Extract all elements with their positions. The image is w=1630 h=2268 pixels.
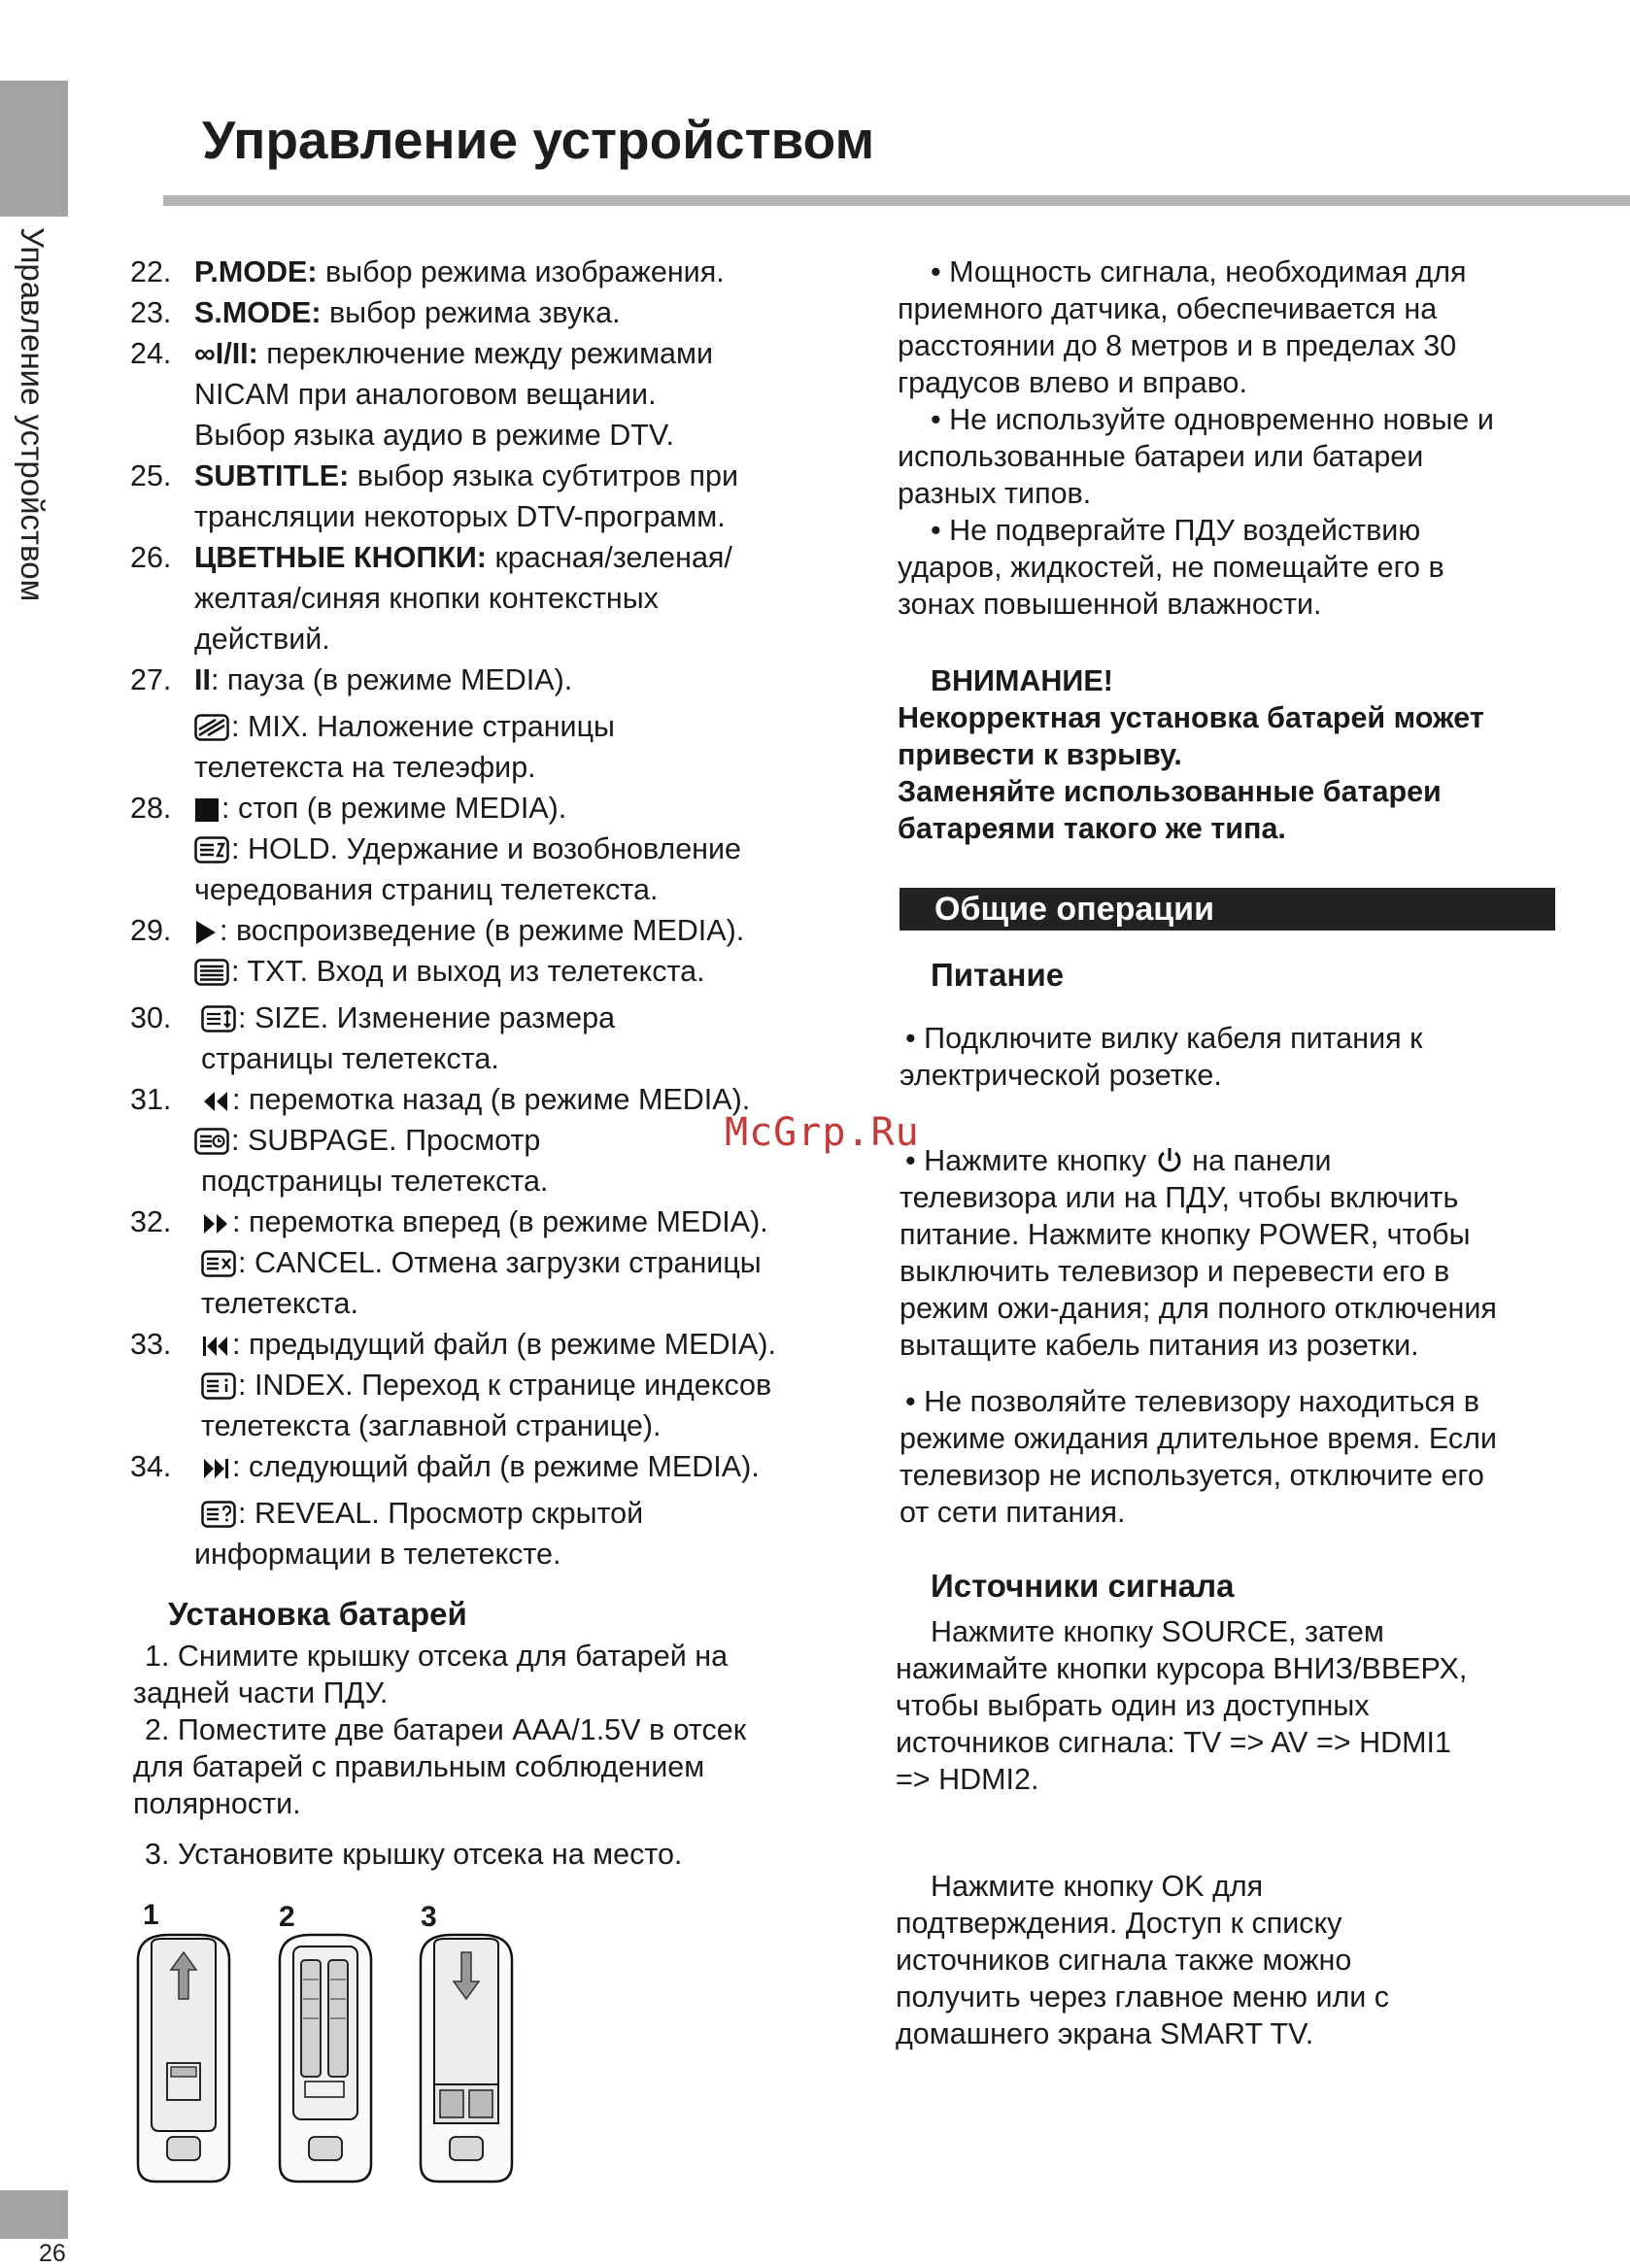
note-line: • Мощность сигнала, необходимая для	[931, 255, 1467, 288]
battery-notes	[898, 254, 1578, 623]
item-text: : предыдущий файл (в режиме MEDIA).	[232, 1328, 776, 1361]
fast-forward-icon	[201, 1211, 230, 1236]
list-item	[130, 333, 839, 456]
list-item	[130, 292, 839, 333]
power-line: • Нажмите кнопку на панели	[905, 1144, 1332, 1177]
page-title: Управление устройством	[202, 110, 875, 170]
item-number: 24.	[130, 337, 172, 370]
item-text: выбор режима звука.	[321, 296, 621, 329]
subpage-icon	[194, 1128, 229, 1155]
remote-step2-illustration	[272, 1931, 379, 2185]
item-text: чередования страниц телетекста.	[194, 873, 659, 906]
item-text: телетекста.	[201, 1287, 358, 1320]
warning-line: Заменяйте использованные батареи	[898, 775, 1442, 808]
note-line: зонах повышенной влажности.	[898, 588, 1322, 621]
power-icon	[1155, 1146, 1184, 1175]
battery-step: для батарей с правильным соблюдением	[133, 1750, 705, 1783]
power-line: от сети питания.	[900, 1496, 1126, 1529]
note-line: градусов влево и вправо.	[898, 366, 1247, 399]
warning-title: ВНИМАНИЕ!	[931, 664, 1113, 697]
power-section	[900, 1020, 1579, 1531]
item-text: переключение между режимами	[257, 337, 714, 370]
title-rule	[163, 195, 1630, 206]
item-text: : следующий файл (в режиме MEDIA).	[232, 1450, 760, 1483]
side-label: Управление устройством	[15, 227, 51, 602]
list-item	[130, 456, 839, 537]
key-name: SUBTITLE:	[194, 459, 350, 492]
key-name: S.MODE:	[194, 296, 322, 329]
mix-icon	[194, 714, 229, 741]
item-text: подстраницы телетекста.	[201, 1165, 549, 1198]
item-text: : перемотка назад (в режиме MEDIA).	[232, 1083, 751, 1116]
list-item	[130, 660, 839, 788]
note-line: ударов, жидкостей, не помещайте его в	[898, 551, 1444, 584]
item-number: 34.	[130, 1450, 172, 1483]
page-tab	[0, 2190, 68, 2239]
key-name: P.MODE:	[194, 255, 318, 288]
warning-block	[898, 662, 1578, 847]
item-number: 25.	[130, 459, 172, 492]
item-text: NICAM при аналоговом вещании.	[194, 378, 657, 411]
reveal-icon	[201, 1501, 236, 1528]
battery-step: 1. Снимите крышку отсека для батарей на	[145, 1640, 729, 1673]
power-line: телевизор не используется, отключите его	[900, 1459, 1484, 1492]
watermark: McGrp.Ru	[725, 1110, 920, 1155]
play-icon	[194, 920, 218, 945]
item-text: : SUBPAGE. Просмотр	[231, 1124, 541, 1157]
size-icon	[201, 1005, 236, 1032]
sources-line: => HDMI2.	[896, 1763, 1039, 1796]
item-number: 33.	[130, 1328, 172, 1361]
battery-steps	[133, 1638, 842, 1873]
item-text: трансляции некоторых DTV-программ.	[194, 500, 726, 533]
power-line: • Не позволяйте телевизору находиться в	[905, 1385, 1479, 1418]
rewind-icon	[201, 1089, 230, 1114]
list-item	[130, 910, 839, 992]
item-text: : SIZE. Изменение размера	[238, 1001, 616, 1034]
sources-line: домашнего экрана SMART TV.	[896, 2017, 1314, 2050]
note-line: разных типов.	[898, 477, 1092, 510]
sources-line: чтобы выбрать один из доступных	[896, 1689, 1370, 1722]
battery-step: задней части ПДУ.	[133, 1676, 389, 1709]
item-text: : CANCEL. Отмена загрузки страницы	[238, 1246, 762, 1279]
note	[898, 512, 1578, 623]
cancel-icon	[201, 1250, 236, 1277]
list-item	[130, 1079, 839, 1202]
item-number: 32.	[130, 1205, 172, 1238]
item-text: : REVEAL. Просмотр скрытой	[238, 1497, 644, 1530]
power-line: вытащите кабель питания из розетки.	[900, 1329, 1419, 1362]
sources-line: источников сигнала также можно	[896, 1944, 1352, 1977]
fig-label: 1	[143, 1899, 159, 1931]
warning-line: Некорректная установка батарей может	[898, 701, 1484, 734]
power-line: телевизора или на ПДУ, чтобы включить	[900, 1181, 1459, 1214]
list-item	[130, 998, 839, 1079]
hold-icon	[194, 836, 229, 863]
battery-step: 3. Установите крышку отсека на место.	[145, 1838, 683, 1871]
list-item	[130, 788, 839, 910]
item-text: Выбор языка аудио в режиме DTV.	[194, 419, 674, 452]
item-number: 27.	[130, 663, 172, 696]
power-line: выключить телевизор и перевести его в	[900, 1255, 1450, 1288]
fig-label: 3	[421, 1901, 437, 1933]
stop-icon	[194, 797, 220, 823]
key-list	[130, 252, 839, 1574]
item-number: 22.	[130, 255, 172, 288]
item-number: 30.	[130, 1001, 172, 1034]
key-name: ЦВЕТНЫЕ КНОПКИ:	[194, 541, 487, 574]
sources-line: получить через главное меню или с	[896, 1980, 1390, 2014]
sources-line: источников сигнала: TV => AV => HDMI1	[896, 1726, 1451, 1759]
sources-line: нажимайте кнопки курсора ВНИЗ/ВВЕРХ,	[896, 1652, 1468, 1685]
item-number: 29.	[130, 914, 172, 947]
key-name: II	[194, 663, 211, 696]
side-tab	[0, 81, 68, 217]
item-text: желтая/синяя кнопки контекстных	[194, 582, 659, 615]
item-text: выбор режима изображения.	[317, 255, 725, 288]
power-line: электрической розетке.	[900, 1059, 1222, 1092]
note-line: • Не используйте одновременно новые и	[931, 403, 1494, 436]
sources-heading: Источники сигнала	[931, 1568, 1235, 1604]
battery-heading: Установка батарей	[168, 1596, 467, 1632]
note-line: приемного датчика, обеспечивается на	[898, 292, 1438, 325]
list-item	[130, 537, 839, 660]
item-text: : HOLD. Удержание и возобновление	[231, 832, 742, 865]
item-number: 26.	[130, 541, 172, 574]
list-item	[130, 252, 839, 292]
item-text: телетекста (заглавной странице).	[201, 1409, 662, 1442]
note	[898, 254, 1578, 401]
item-text: : MIX. Наложение страницы	[231, 710, 615, 743]
battery-step: полярности.	[133, 1787, 301, 1820]
note	[898, 401, 1578, 512]
item-number: 31.	[130, 1083, 172, 1116]
item-text: страницы телетекста.	[201, 1042, 499, 1075]
power-heading: Питание	[931, 957, 1065, 993]
power-line: режим ожи-дания; для полного отключения	[900, 1292, 1497, 1325]
index-icon	[201, 1372, 236, 1400]
power-line: режиме ожидания длительное время. Если	[900, 1422, 1497, 1455]
remote-step1-illustration	[130, 1931, 237, 2185]
next-file-icon	[201, 1456, 230, 1481]
item-text: : воспроизведение (в режиме MEDIA).	[220, 914, 745, 947]
warning-line: батареями такого же типа.	[898, 812, 1286, 845]
item-text: : INDEX. Переход к странице индексов	[238, 1369, 772, 1402]
sources-section	[896, 1613, 1576, 2052]
note-line: • Не подвергайте ПДУ воздействию	[931, 514, 1421, 547]
remote-step3-illustration	[413, 1931, 520, 2185]
item-text: красная/зеленая/	[486, 541, 732, 574]
sources-line: Нажмите кнопку OK для	[931, 1870, 1264, 1903]
item-text: : перемотка вперед (в режиме MEDIA).	[232, 1205, 768, 1238]
list-item	[130, 1446, 839, 1574]
item-text: : пауза (в режиме MEDIA).	[210, 663, 573, 696]
fig-label: 2	[279, 1901, 295, 1933]
list-item	[130, 1202, 839, 1324]
key-name: ∞I/II:	[194, 337, 258, 370]
sources-line: подтверждения. Доступ к списку	[896, 1907, 1342, 1940]
list-item	[130, 1324, 839, 1446]
item-text: : TXT. Вход и выход из телетекста.	[231, 955, 705, 988]
battery-step: 2. Поместите две батареи AAA/1.5V в отсек	[145, 1713, 747, 1746]
item-text: выбор языка субтитров при	[349, 459, 739, 492]
section-header: Общие операции	[900, 888, 1555, 931]
item-text: телетекста на телеэфир.	[194, 751, 536, 784]
note-line: расстоянии до 8 метров и в пределах 30	[898, 329, 1457, 362]
item-text: информации в телетексте.	[194, 1538, 561, 1571]
power-line: • Подключите вилку кабеля питания к	[905, 1022, 1423, 1055]
item-number: 23.	[130, 296, 172, 329]
sources-line: Нажмите кнопку SOURCE, затем	[931, 1615, 1384, 1648]
warning-line: привести к взрыву.	[898, 738, 1182, 771]
power-line: питание. Нажмите кнопку POWER, чтобы	[900, 1218, 1471, 1251]
page-number: 26	[39, 2240, 66, 2267]
item-text: : стоп (в режиме MEDIA).	[221, 792, 567, 825]
previous-file-icon	[201, 1334, 230, 1359]
note-line: использованные батареи или батареи	[898, 440, 1424, 473]
txt-icon	[194, 959, 229, 986]
item-text: действий.	[194, 623, 330, 656]
item-number: 28.	[130, 792, 172, 825]
